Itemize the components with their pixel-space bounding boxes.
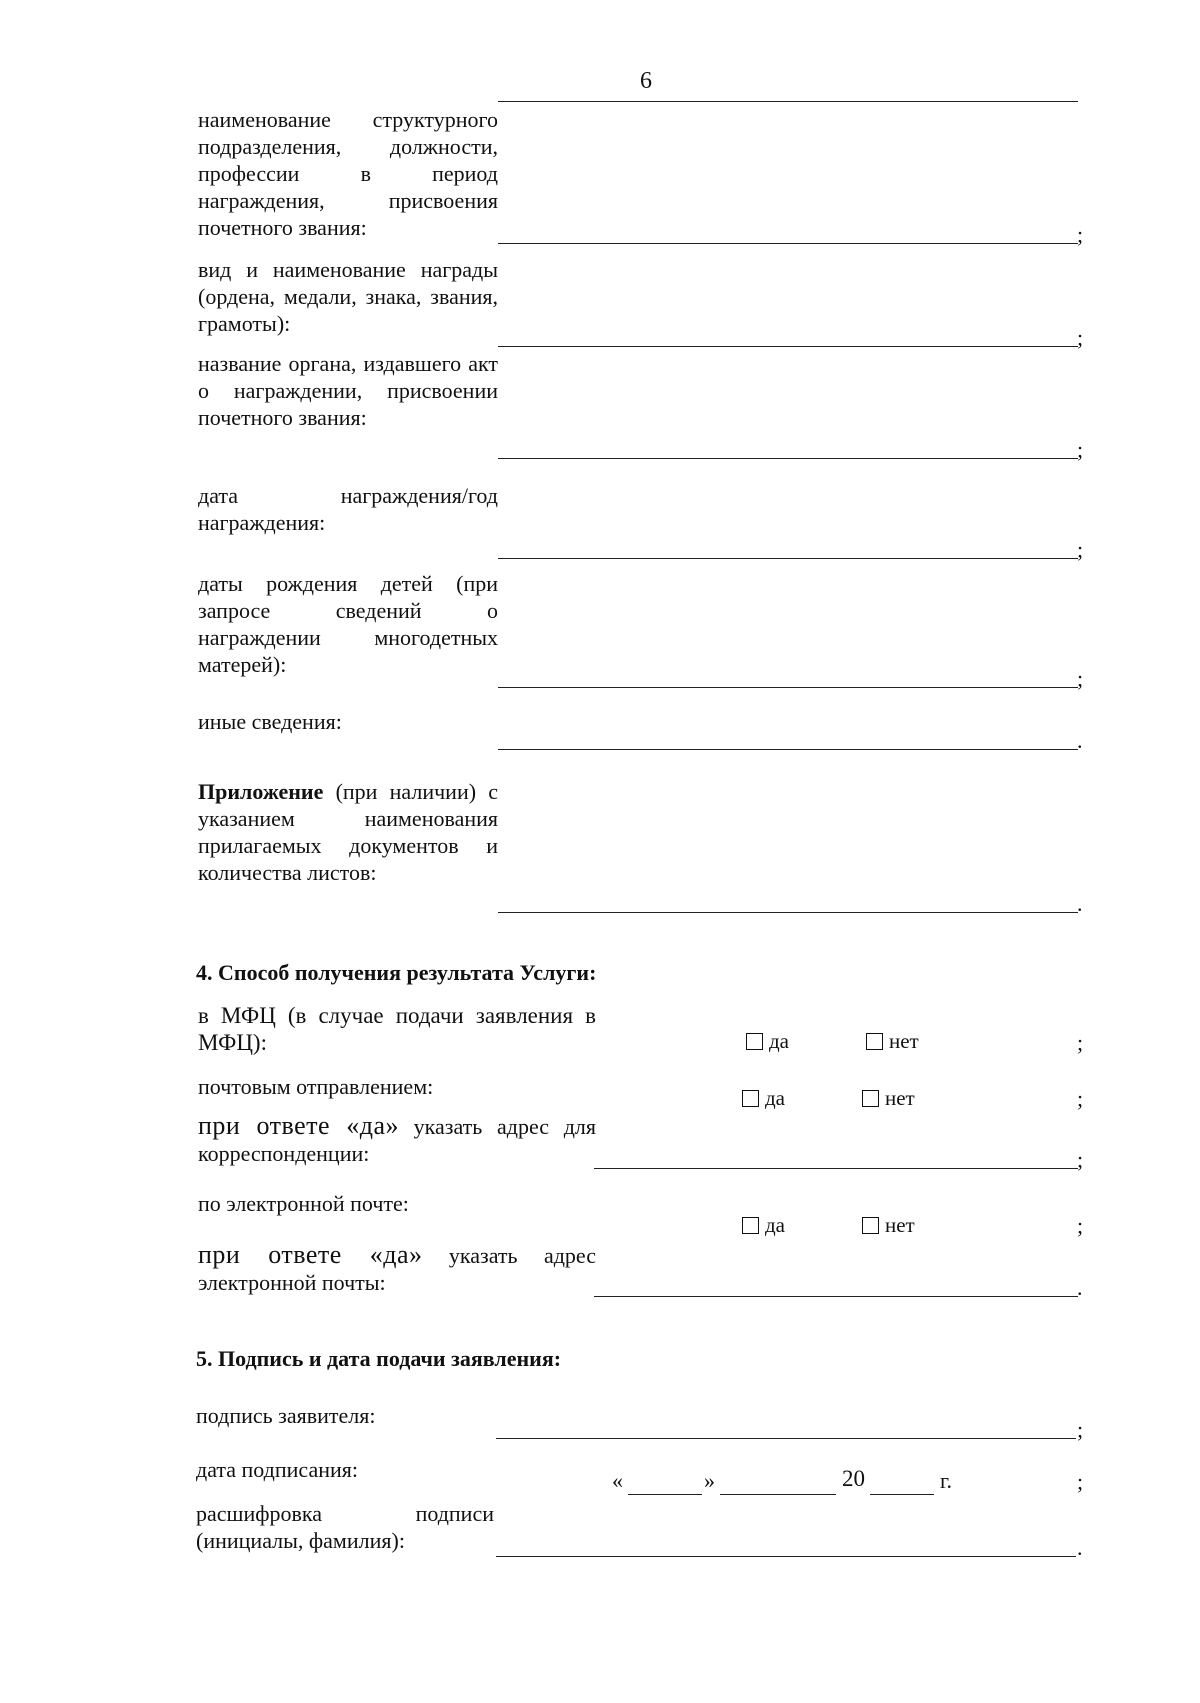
section4-title: 4. Способ получения результата Услуги: xyxy=(196,960,597,985)
field-label-award-date: дата награждения/год награждения: xyxy=(198,483,498,535)
post-address-label-big: при ответе «да» xyxy=(198,1111,400,1140)
email-end: ; xyxy=(1077,1213,1084,1238)
email-yes-option[interactable] xyxy=(742,1213,785,1238)
mfc-no-checkbox[interactable] xyxy=(866,1033,883,1050)
signature-end: ; xyxy=(1077,1417,1084,1442)
field-end-award-date: ; xyxy=(1077,537,1084,562)
field-line-other-info[interactable] xyxy=(498,749,1078,750)
email-address-end: . xyxy=(1077,1275,1083,1300)
date-close-quote: » xyxy=(704,1468,715,1493)
page-number: 6 xyxy=(640,68,652,94)
section5-title: 5. Подпись и дата подачи заявления: xyxy=(196,1346,562,1371)
top-rule xyxy=(498,101,1078,102)
post-no-label: нет xyxy=(885,1086,915,1110)
field-line-children-dob[interactable] xyxy=(498,687,1078,688)
field-end-children-dob: ; xyxy=(1077,666,1084,691)
email-address-label-rest: указать адрес электронной почты: xyxy=(198,1243,596,1295)
post-end: ; xyxy=(1077,1086,1084,1111)
signature-line[interactable] xyxy=(496,1438,1076,1439)
field-label-position: наименование структурного подразделения, должности, профессии в период награждения, присвоения почетного звания: xyxy=(198,107,498,240)
field-end-position: ; xyxy=(1077,222,1084,247)
date-open-quote: « xyxy=(612,1468,623,1493)
decoding-label: расшифровка подписи (инициалы, фамилия): xyxy=(196,1501,494,1553)
post-label: почтовым отправлением: xyxy=(198,1074,434,1099)
post-address-label-rest: указать адрес для корреспонденции: xyxy=(198,1114,596,1166)
mfc-yes-option[interactable] xyxy=(746,1029,789,1054)
email-address-label xyxy=(198,1241,596,1296)
field-end-other-info: . xyxy=(1077,728,1083,753)
post-no-checkbox[interactable] xyxy=(862,1090,879,1107)
email-no-option[interactable] xyxy=(862,1213,915,1238)
attachment-label-bold: Приложение xyxy=(198,779,324,804)
email-yes-checkbox[interactable] xyxy=(742,1217,759,1234)
email-no-label: нет xyxy=(885,1213,915,1237)
date-end: ; xyxy=(1077,1469,1084,1494)
date-year-prefix: 20 xyxy=(842,1466,865,1491)
email-address-label-big: при ответе «да» xyxy=(198,1240,423,1269)
field-label-issuing-body: название органа, издавшего акт о награждении, присвоении почетного звания: xyxy=(198,351,498,430)
email-label: по электронной почте: xyxy=(198,1191,409,1216)
attachment-label-rest: (при наличии) с указанием наименования прилагаемых документов и количества листов: xyxy=(198,779,498,885)
email-yes-label: да xyxy=(765,1213,786,1237)
email-address-line[interactable] xyxy=(594,1296,1078,1297)
attachment-label xyxy=(198,778,498,886)
post-yes-checkbox[interactable] xyxy=(742,1090,759,1107)
post-no-option[interactable] xyxy=(862,1086,915,1111)
field-line-award-type[interactable] xyxy=(498,346,1078,347)
post-address-line[interactable] xyxy=(594,1168,1078,1169)
field-end-award-type: ; xyxy=(1077,325,1084,350)
date-label: дата подписания: xyxy=(196,1457,358,1482)
date-year-line[interactable] xyxy=(870,1494,934,1495)
attachment-end: . xyxy=(1077,891,1083,916)
signature-label: подпись заявителя: xyxy=(196,1403,376,1428)
field-line-issuing-body[interactable] xyxy=(498,458,1078,459)
decoding-line[interactable] xyxy=(496,1556,1076,1557)
mfc-no-label: нет xyxy=(889,1029,919,1053)
date-year-suffix: г. xyxy=(940,1468,953,1493)
post-address-end: ; xyxy=(1077,1147,1084,1172)
date-day-line[interactable] xyxy=(628,1494,702,1495)
decoding-end: . xyxy=(1077,1535,1083,1560)
field-line-position[interactable] xyxy=(498,243,1078,244)
field-label-children-dob: даты рождения детей (при запросе сведений о награждении многодетных матерей): xyxy=(198,571,498,677)
mfc-end: ; xyxy=(1077,1030,1084,1055)
mfc-yes-label: да xyxy=(769,1029,790,1053)
mfc-no-option[interactable] xyxy=(866,1029,919,1054)
field-end-issuing-body: ; xyxy=(1077,437,1084,462)
post-address-label xyxy=(198,1112,596,1167)
post-yes-option[interactable] xyxy=(742,1086,785,1111)
field-line-award-date[interactable] xyxy=(498,558,1078,559)
field-label-other-info: иные сведения: xyxy=(198,709,342,734)
email-no-checkbox[interactable] xyxy=(862,1217,879,1234)
mfc-label: в МФЦ (в случае подачи заявления в МФЦ): xyxy=(198,1003,596,1055)
date-month-line[interactable] xyxy=(720,1494,836,1495)
post-yes-label: да xyxy=(765,1086,786,1110)
attachment-line[interactable] xyxy=(498,912,1078,913)
mfc-yes-checkbox[interactable] xyxy=(746,1033,763,1050)
field-label-award-type: вид и наименование награды (ордена, медали, знака, звания, грамоты): xyxy=(198,257,498,336)
